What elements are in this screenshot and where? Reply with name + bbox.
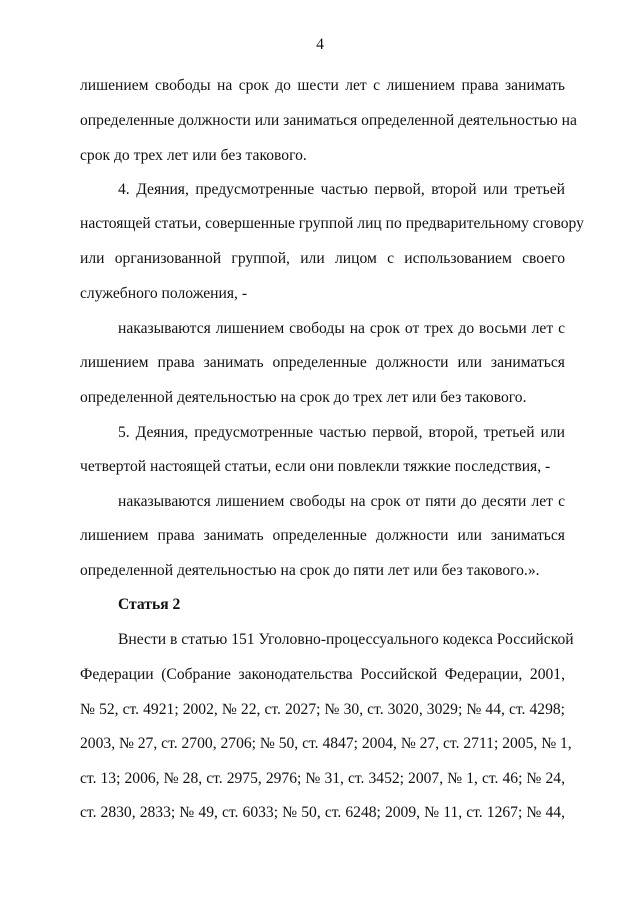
article-heading: Статья 2 bbox=[118, 596, 181, 613]
text-line: срок до трех лет или без такового. bbox=[80, 147, 307, 164]
text-line: 4. Деяния, предусмотренные частью первой, второй или третьей bbox=[118, 181, 565, 198]
text-line: определенные должности или заниматься определенной деятельностью на bbox=[80, 112, 577, 129]
text-line: четвертой настоящей статьи, если они повлекли тяжкие последствия, - bbox=[80, 458, 551, 475]
text-line: определенной деятельностью на срок до пяти лет или без такового.». bbox=[80, 562, 540, 579]
page-number: 4 bbox=[316, 36, 324, 53]
text-line: № 52, ст. 4921; 2002, № 22, ст. 2027; № 30, ст. 3020, 3029; № 44, ст. 4298; bbox=[80, 701, 565, 718]
text-line: 5. Деяния, предусмотренные частью первой, второй, третьей или bbox=[118, 424, 565, 441]
text-line: Внести в статью 151 Уголовно-процессуального кодекса Российской bbox=[118, 631, 574, 648]
text-line: 2003, № 27, ст. 2700, 2706; № 50, ст. 4847; 2004, № 27, ст. 2711; 2005, № 1, bbox=[80, 735, 572, 752]
text-line: определенной деятельностью на срок до трех лет или без такового. bbox=[80, 389, 527, 406]
text-line: лишением свободы на срок до шести лет с лишением права занимать bbox=[80, 77, 565, 94]
text-line: настоящей статьи, совершенные группой лиц по предварительному сговору bbox=[80, 215, 584, 232]
text-line: наказываются лишением свободы на срок от трех до восьми лет с bbox=[118, 320, 565, 337]
text-line: лишением права занимать определенные должности или заниматься bbox=[80, 527, 565, 544]
text-line: Федерации (Собрание законодательства Российской Федерации, 2001, bbox=[80, 666, 565, 683]
text-line: служебного положения, - bbox=[80, 285, 248, 302]
text-line: наказываются лишением свободы на срок от пяти до десяти лет с bbox=[118, 493, 565, 510]
text-line: лишением права занимать определенные должности или заниматься bbox=[80, 354, 565, 371]
text-line: или организованной группой, или лицом с использованием своего bbox=[80, 250, 565, 267]
text-line: ст. 13; 2006, № 28, ст. 2975, 2976; № 31, ст. 3452; 2007, № 1, ст. 46; № 24, bbox=[80, 770, 565, 787]
text-line: ст. 2830, 2833; № 49, ст. 6033; № 50, ст. 6248; 2009, № 11, ст. 1267; № 44, bbox=[80, 804, 565, 821]
